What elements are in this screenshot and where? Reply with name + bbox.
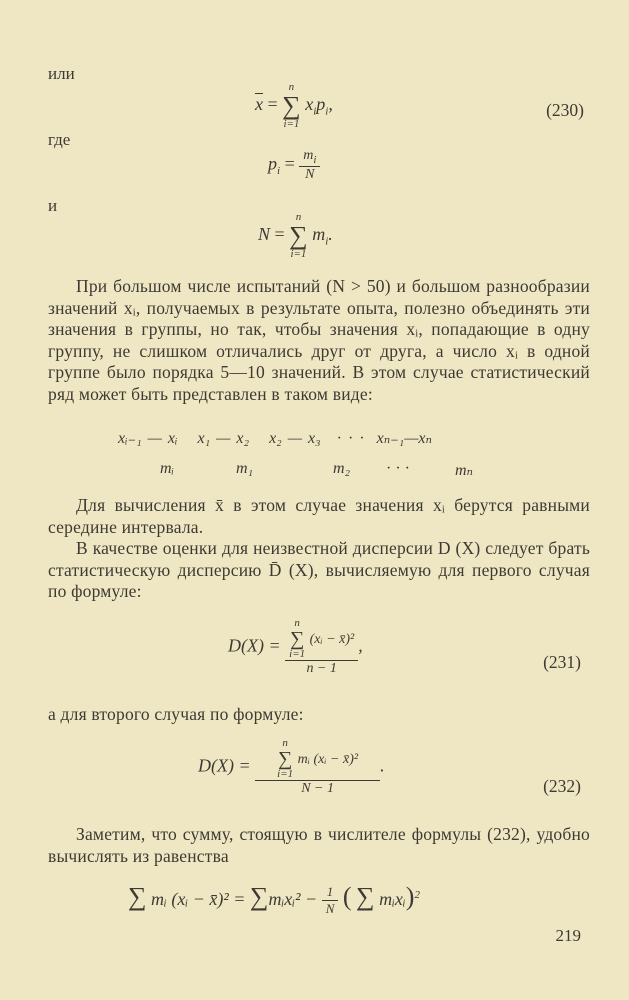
paragraph-mean: Для вычисления x̄ в этом случае значения xᵢ берутся равными середине интервала.: [48, 495, 590, 537]
paragraph-second-case: а для второго случая по формуле:: [48, 704, 304, 724]
word-and: и: [48, 196, 58, 215]
paragraph-note: Заметим, что сумму, стоящую в числителе формулы (232), удобно вычислять из равенства: [48, 824, 590, 866]
paragraph-grouping: При большом числе испытаний (N > 50) и большом разнообразии значений xᵢ, получаемых в результате опыта, полезно объединять эти значения в группы, но так, чтобы значения xᵢ, попадающие в одну группу, не слишком отличались друг от друга, а число xᵢ в одной группе было порядка 5—10 значений. В этом случае статистический ряд может быть представлен в таком виде:: [48, 276, 590, 404]
word-where: где: [48, 130, 71, 149]
equation-N: N = n ∑ i=1 $m_i$.: [258, 211, 333, 260]
series-row-intervals: xᵢ₋₁ — xᵢ x₁ — x₂ x₂ — x₃ · · · xₙ₋₁—xₙ: [118, 430, 433, 447]
equation-number-232: (232): [543, 776, 581, 796]
equation-sum-identity: ∑ mᵢ (xᵢ − x̄)² = ∑mᵢxᵢ² − $\frac{1}{N}$ ( ∑ mᵢxᵢ)$^2$: [128, 882, 420, 917]
equation-230: $\overline{x}$ = n ∑ i=1 $x_ip_i$,: [255, 81, 333, 130]
word-or: или: [48, 64, 75, 83]
equation-pi: $p_i$ = $\frac{m_i}{N}$: [268, 148, 320, 183]
equation-number-231: (231): [543, 652, 581, 672]
equation-232: D(X) = n ∑ i=1 mᵢ (xᵢ − x̄)² N − 1 .: [198, 737, 385, 796]
equation-231: D(X) = n ∑ i=1 (xᵢ − x̄)² n − 1 ,: [228, 617, 363, 676]
paragraph-variance: В качестве оценки для неизвестной дисперсии D (X) следует брать статистическую дисперсию D̄ (X), вычисляемую для первого случая по формуле:: [48, 538, 590, 602]
page-number: 219: [555, 926, 581, 945]
equation-number-230: (230): [546, 100, 584, 120]
